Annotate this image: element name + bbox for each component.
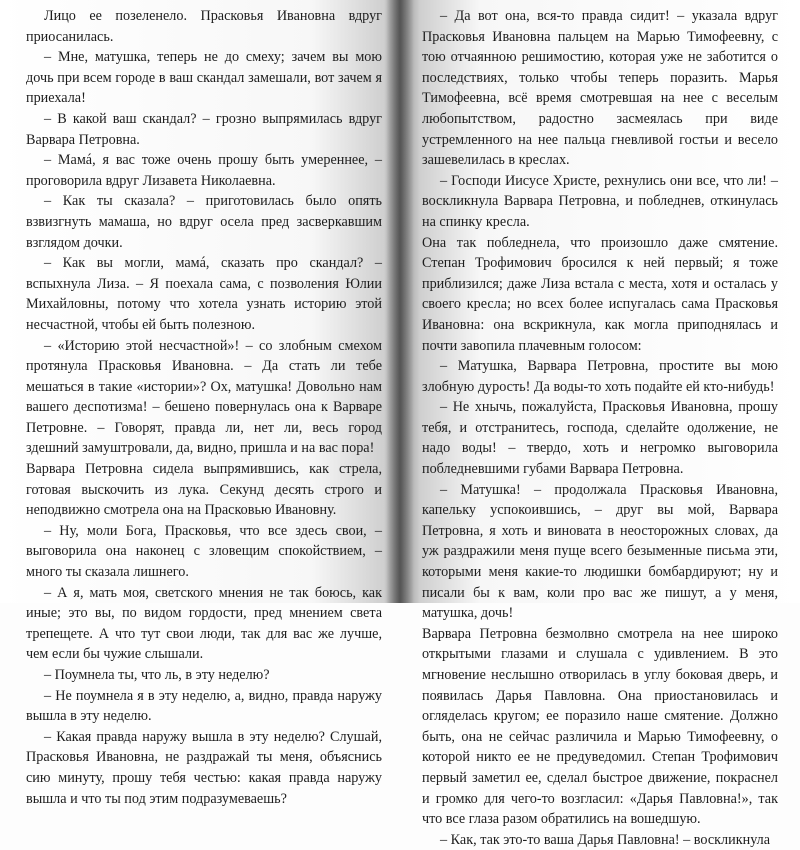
left-paragraph-11: – Поумнела ты, что ль, в эту неделю?: [44, 667, 270, 683]
left-paragraph-5: – Как ты сказала? – приготовилась было опять взвизгнуть мамаша, но вдруг осела пред засверкавшим взглядом дочки.: [26, 193, 382, 251]
left-paragraph-8: Варвара Петровна сидела выпрямившись, как стрела, готовая выскочить из лука. Секунд десять строго и неподвижно смотрела она на Прасковью Ивановну.: [26, 461, 382, 519]
left-paragraph-7: – «Историю этой несчастной»! – со злобным смехом протянула Прасковья Ивановна. – Да стать ли тебе мешаться в такие «истории»? Ох, матушка! Довольно нам вашего деспотизма! – бешено повернулась она к Варваре Петровне. – Говорят, правда ли, нет ли, весь город здешний замуштровали, да, видно, пришла и на вас пора!: [26, 337, 382, 457]
right-paragraph-8: – Как, так это-то ваша Дарья Павловна! – воскликнула: [440, 831, 771, 848]
right-paragraph-2: – Господи Иисусе Христе, рехнулись они все, что ли! – воскликнула Варвара Петровна, и побледнев, откинулась на спинку кресла.: [422, 172, 778, 230]
left-paragraph-13: – Какая правда наружу вышла в эту неделю? Слушай, Прасковья Ивановна, не раздражай ты меня, объяснись сию минуту, прошу тебя честью: какая правда наружу вышла и что ты под этим подразумеваешь?: [26, 728, 382, 807]
left-paragraph-3: – В какой ваш скандал? – грозно выпрямилась вдруг Варвара Петровна.: [26, 110, 382, 148]
right-paragraph-3: Она так побледнела, что произошло даже смятение. Степан Трофимович бросился к ней первый; я тоже приблизился; даже Лиза встала с места, хотя и осталась у своего кресла; но всех более испугалась сама Прасковья Ивановна: она вскрикнула, как могла приподнялась и почти завопила плачевным голосом:: [422, 234, 778, 354]
left-paragraph-4: – Мамá, я вас тоже очень прошу быть умереннее, – проговорила вдруг Лизавета Николаевна.: [26, 152, 382, 189]
left-paragraph-6: – Как вы могли, мамá, сказать про скандал? – вспыхнула Лиза. – Я поехала сама, с позволения Юлии Михайловны, потому что хотела узнать историю этой несчастной, чтобы ей быть полезною.: [26, 255, 382, 333]
left-paragraph-1: Лицо ее позеленело. Прасковья Ивановна вдруг приосанилась.: [26, 8, 382, 45]
right-paragraph-4: – Матушка, Варвара Петровна, простите вы мою злобную дурость! Да воды-то хоть подайте ей кто-нибудь!: [422, 358, 778, 395]
left-paragraph-9: – Ну, моли Бога, Прасковья, что все здесь свои, – выговорила она наконец с зловещим спокойствием, – много ты сказала лишнего.: [26, 522, 382, 581]
left-paragraph-10: – А я, мать моя, светского мнения не так боюсь, как иные; это вы, по видом гордости, пред мнением света трепещете. А что тут свои люди, так для вас же лучше, чем если бы чужие слышали.: [26, 584, 382, 663]
right-paragraph-5: – Не хнычь, пожалуйста, Прасковья Ивановна, прошу тебя, и отстранитесь, господа, сделайте одолжение, не надо воды! – твердо, хоть и негромко выговорила побледневшими губами Варвара Петровна.: [422, 399, 778, 478]
left-paragraph-2: – Мне, матушка, теперь не до смеху; зачем вы мою дочь при всем городе в ваш скандал замешали, вот зачем я приехала!: [26, 49, 382, 107]
left-page: [0, 0, 400, 807]
right-paragraph-7: Варвара Петровна безмолвно смотрела на нее широко открытыми глазами и слушала с удивлением. В это мгновение неслышно отворилась в углу боковая дверь, и появилась Дарья Павловна. Она приостановилась и огляделась кругом; ее поразило наше смятение. Должно быть, она не сейчас различила и Марью Тимофеевну, о которой никто ее не предуведомил. Степан Трофимович первый заметил ее, сделал быстрое движение, покраснел и громко для чего-то возгласил: «Дарья Павловна!», так что все глаза разом обратились на вошедшую.: [422, 625, 778, 828]
right-page: [400, 0, 800, 848]
right-paragraph-1: – Да вот она, вся-то правда сидит! – указала вдруг Прасковья Ивановна пальцем на Марью Тимофеевну, с тою отчаянною решимостию, которая уже не заботится о последствиях, только чтобы теперь поразить. Марья Тимофеевна, всё время смотревшая на нее с веселым любопытством, радостно засмеялась при виде устремленного на нее пальца гневливой гостьи и весело зашевелилась в креслах.: [422, 8, 778, 169]
left-paragraph-12: – Не поумнела я в эту неделю, а, видно, правда наружу вышла в эту неделю.: [26, 687, 382, 725]
right-paragraph-6: – Матушка! – продолжала Прасковья Ивановна, капельку успокоившись, – друг вы мой, Варвара Петровна, я хоть и виновата в неосторожных словах, да уж раздражили меня пуще всего безыменные письма эти, которыми меня какие-то людишки бомбардируют; ну и писали бы к вам, коли про вас же пишут, а у меня, матушка, дочь!: [422, 481, 778, 622]
